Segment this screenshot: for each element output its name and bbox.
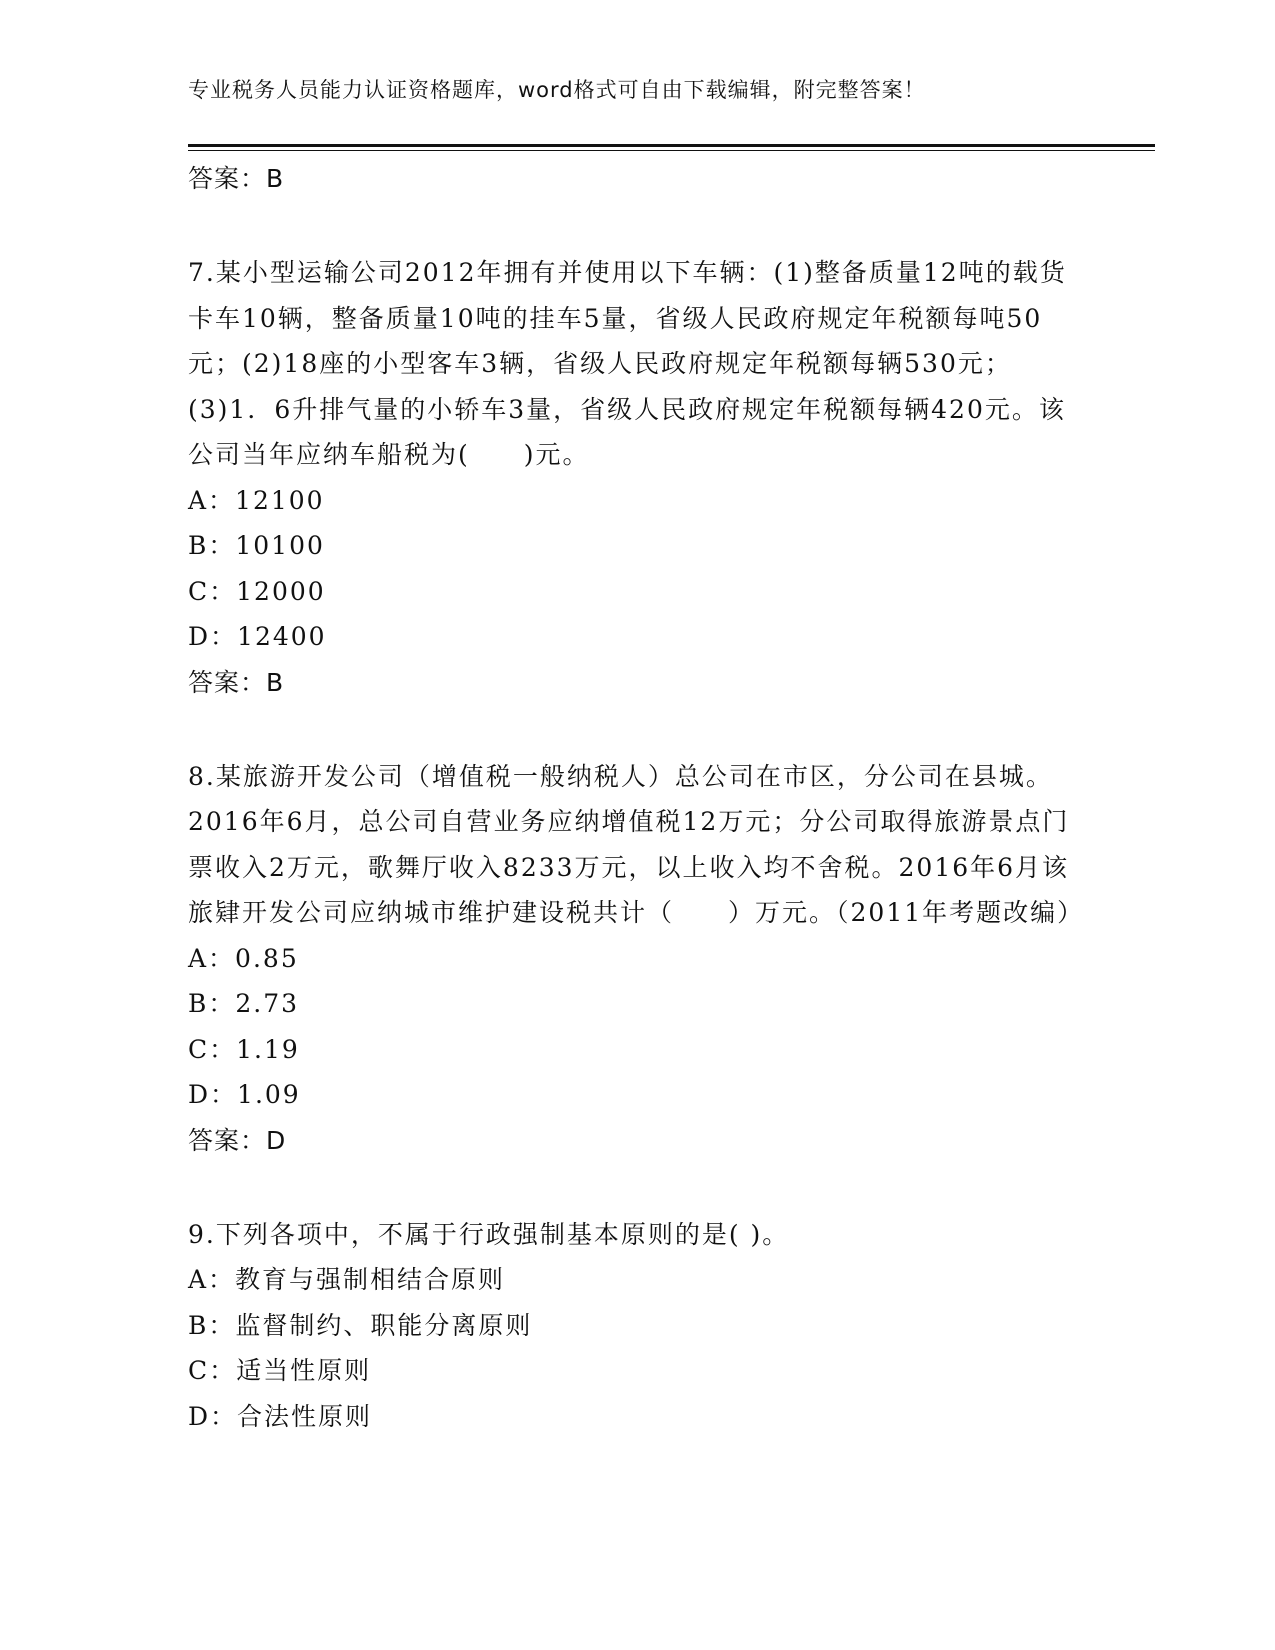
previous-answer: 答案：B [188,164,285,193]
page-header: 专业税务人员能力认证资格题库，word格式可自由下载编辑，附完整答案！ [188,78,926,102]
question-7 [188,250,1088,706]
option-d: D：合法性原则 [188,1401,373,1431]
header-rule-thin [188,150,1155,151]
option-b: B：10100 [188,531,325,560]
option-c: C：12000 [188,576,326,606]
question-9 [188,1212,1088,1440]
option-c: C：适当性原则 [188,1356,372,1385]
option-a: A：教育与强制相结合原则 [188,1265,506,1294]
option-b: B：2.73 [188,989,300,1018]
document-body [188,156,1088,1439]
option-d: D：12400 [188,622,327,651]
question-text: 9.下列各项中，不属于行政强制基本原则的是( )。 [188,1219,790,1249]
option-c: C：1.19 [188,1034,300,1064]
question-8 [188,754,1088,1164]
answer: 答案：D [188,1125,287,1155]
option-a: A：12100 [188,485,325,515]
header-rule-thick [188,144,1155,147]
option-b: B：监督制约、职能分离原则 [188,1310,533,1340]
option-d: D：1.09 [188,1080,301,1109]
option-a: A：0.85 [188,943,299,973]
question-text: 7.某小型运输公司2012年拥有并使用以下车辆：(1)整备质量12吨的载货卡车10辆，整备质量10吨的挂车5量，省级人民政府规定年税额每吨50元；(2)18座的小型客车3辆，省级人民政府规定年税额每辆530元；(3)1．6升排气量的小轿车3量，省级人民政府规定年税额每辆420元。该公司当年应纳车船税为( )元。 [188,258,1067,469]
question-text: 8.某旅游开发公司（增值税一般纳税人）总公司在市区，分公司在县城。2016年6月，总公司自营业务应纳增值税12万元；分公司取得旅游景点门票收入2万元，歌舞厅收入8233万元，以上收入均不舍税。2016年6月该旅肄开发公司应纳城市维护建设税共计（ ）万元。（2011年考题改编） [188,761,1085,927]
answer: 答案：B [188,667,285,697]
